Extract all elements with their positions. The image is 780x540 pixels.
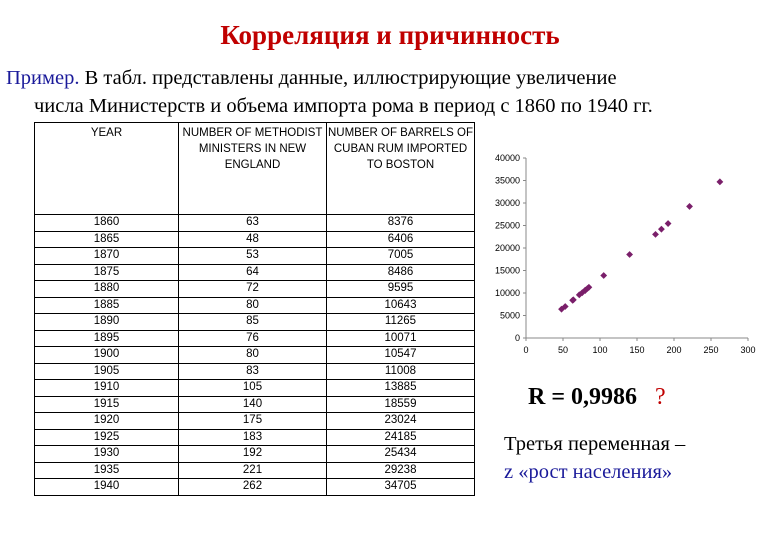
x-tick-label: 300: [740, 345, 756, 355]
data-point: [570, 296, 577, 303]
y-tick-label: 10000: [494, 288, 520, 298]
cell-year: 1940: [35, 479, 179, 496]
cell-barrels: 11008: [327, 363, 475, 380]
table-row: [35, 281, 475, 298]
x-tick-label: 100: [592, 345, 608, 355]
cell-year: 1890: [35, 314, 179, 331]
cell-ministers: 72: [179, 281, 327, 298]
x-tick-label: 0: [523, 345, 529, 355]
cell-year: 1865: [35, 231, 179, 248]
cell-year: 1885: [35, 297, 179, 314]
cell-barrels: 11265: [327, 314, 475, 331]
page-title: Корреляция и причинность: [220, 20, 560, 50]
data-point: [716, 178, 723, 185]
table-row: [35, 347, 475, 364]
cell-year: 1920: [35, 413, 179, 430]
question-mark: ?: [655, 384, 666, 410]
table-row: [35, 413, 475, 430]
cell-ministers: 53: [179, 248, 327, 265]
data-point: [665, 220, 672, 227]
r-value: R = 0,9986: [528, 384, 638, 410]
table-row: [35, 396, 475, 413]
cell-barrels: 29238: [327, 462, 475, 479]
x-tick-label: 200: [666, 345, 682, 355]
cell-ministers: 105: [179, 380, 327, 397]
cell-ministers: 80: [179, 347, 327, 364]
cell-ministers: 140: [179, 396, 327, 413]
cell-barrels: 13885: [327, 380, 475, 397]
cell-ministers: 48: [179, 231, 327, 248]
cell-ministers: 80: [179, 297, 327, 314]
table-row: [35, 429, 475, 446]
cell-year: 1895: [35, 330, 179, 347]
table-row: [35, 248, 475, 265]
cell-year: 1900: [35, 347, 179, 364]
data-point: [652, 231, 659, 238]
table-row: [35, 264, 475, 281]
table-row: [35, 314, 475, 331]
table-row: [35, 446, 475, 463]
cell-year: 1910: [35, 380, 179, 397]
y-tick-label: 0: [514, 333, 520, 343]
x-tick-label: 250: [703, 345, 719, 355]
data-point: [626, 251, 633, 258]
y-tick-label: 40000: [494, 153, 520, 163]
third-variable-text: [504, 430, 685, 486]
cell-ministers: 262: [179, 479, 327, 496]
header-year: YEAR: [35, 123, 179, 215]
y-tick-label: 5000: [499, 310, 520, 321]
cell-barrels: 10547: [327, 347, 475, 364]
cell-barrels: 8486: [327, 264, 475, 281]
third-variable-line-2: z «рост населения»: [504, 461, 673, 483]
cell-year: 1860: [35, 215, 179, 232]
cell-barrels: 18559: [327, 396, 475, 413]
data-point: [600, 272, 607, 279]
x-tick-label: 50: [557, 345, 569, 355]
header-barrels: NUMBER OF BARRELS OF CUBAN RUM IMPORTED TO BOSTON: [327, 123, 475, 215]
cell-year: 1905: [35, 363, 179, 380]
cell-barrels: 10643: [327, 297, 475, 314]
table-body: [35, 215, 475, 496]
cell-year: 1875: [35, 264, 179, 281]
third-variable-line-1: Третья переменная –: [504, 433, 686, 455]
cell-ministers: 64: [179, 264, 327, 281]
cell-barrels: 24185: [327, 429, 475, 446]
cell-ministers: 221: [179, 462, 327, 479]
cell-barrels: 9595: [327, 281, 475, 298]
header-ministers: NUMBER OF METHODIST MINISTERS IN NEW ENGLAND: [179, 123, 327, 215]
cell-ministers: 83: [179, 363, 327, 380]
cell-ministers: 183: [179, 429, 327, 446]
intro-text: [6, 64, 776, 120]
y-tick-label: 15000: [494, 265, 520, 276]
cell-ministers: 63: [179, 215, 327, 232]
cell-year: 1925: [35, 429, 179, 446]
table-row: [35, 462, 475, 479]
table-row: [35, 215, 475, 232]
cell-year: 1915: [35, 396, 179, 413]
scatter-chart: [488, 148, 768, 364]
data-point: [658, 226, 665, 233]
y-tick-label: 20000: [494, 243, 520, 253]
cell-barrels: 7005: [327, 248, 475, 265]
y-tick-label: 35000: [494, 175, 520, 186]
y-tick-label: 30000: [494, 198, 520, 208]
cell-barrels: 8376: [327, 215, 475, 232]
intro-line-1: [6, 64, 776, 92]
cell-barrels: 25434: [327, 446, 475, 463]
table-row: [35, 297, 475, 314]
cell-year: 1930: [35, 446, 179, 463]
table-row: [35, 330, 475, 347]
table-row: [35, 479, 475, 496]
table-row: [35, 231, 475, 248]
cell-ministers: 85: [179, 314, 327, 331]
table-row: [35, 380, 475, 397]
cell-barrels: 34705: [327, 479, 475, 496]
data-table: [34, 122, 475, 496]
example-label: Пример.: [6, 67, 80, 89]
data-point: [686, 203, 693, 210]
y-tick-label: 25000: [494, 220, 520, 231]
cell-ministers: 192: [179, 446, 327, 463]
x-tick-label: 150: [629, 345, 645, 355]
cell-year: 1935: [35, 462, 179, 479]
cell-ministers: 76: [179, 330, 327, 347]
cell-year: 1870: [35, 248, 179, 265]
cell-barrels: 6406: [327, 231, 475, 248]
cell-barrels: 10071: [327, 330, 475, 347]
table-row: [35, 363, 475, 380]
cell-ministers: 175: [179, 413, 327, 430]
correlation-label: [528, 384, 666, 411]
cell-year: 1880: [35, 281, 179, 298]
cell-barrels: 23024: [327, 413, 475, 430]
intro-line-2: числа Министерств и объема импорта рома в период с 1860 по 1940 гг.: [34, 95, 653, 117]
intro-line-1-text: В табл. представлены данные, иллюстрирующие увеличение: [79, 67, 617, 89]
